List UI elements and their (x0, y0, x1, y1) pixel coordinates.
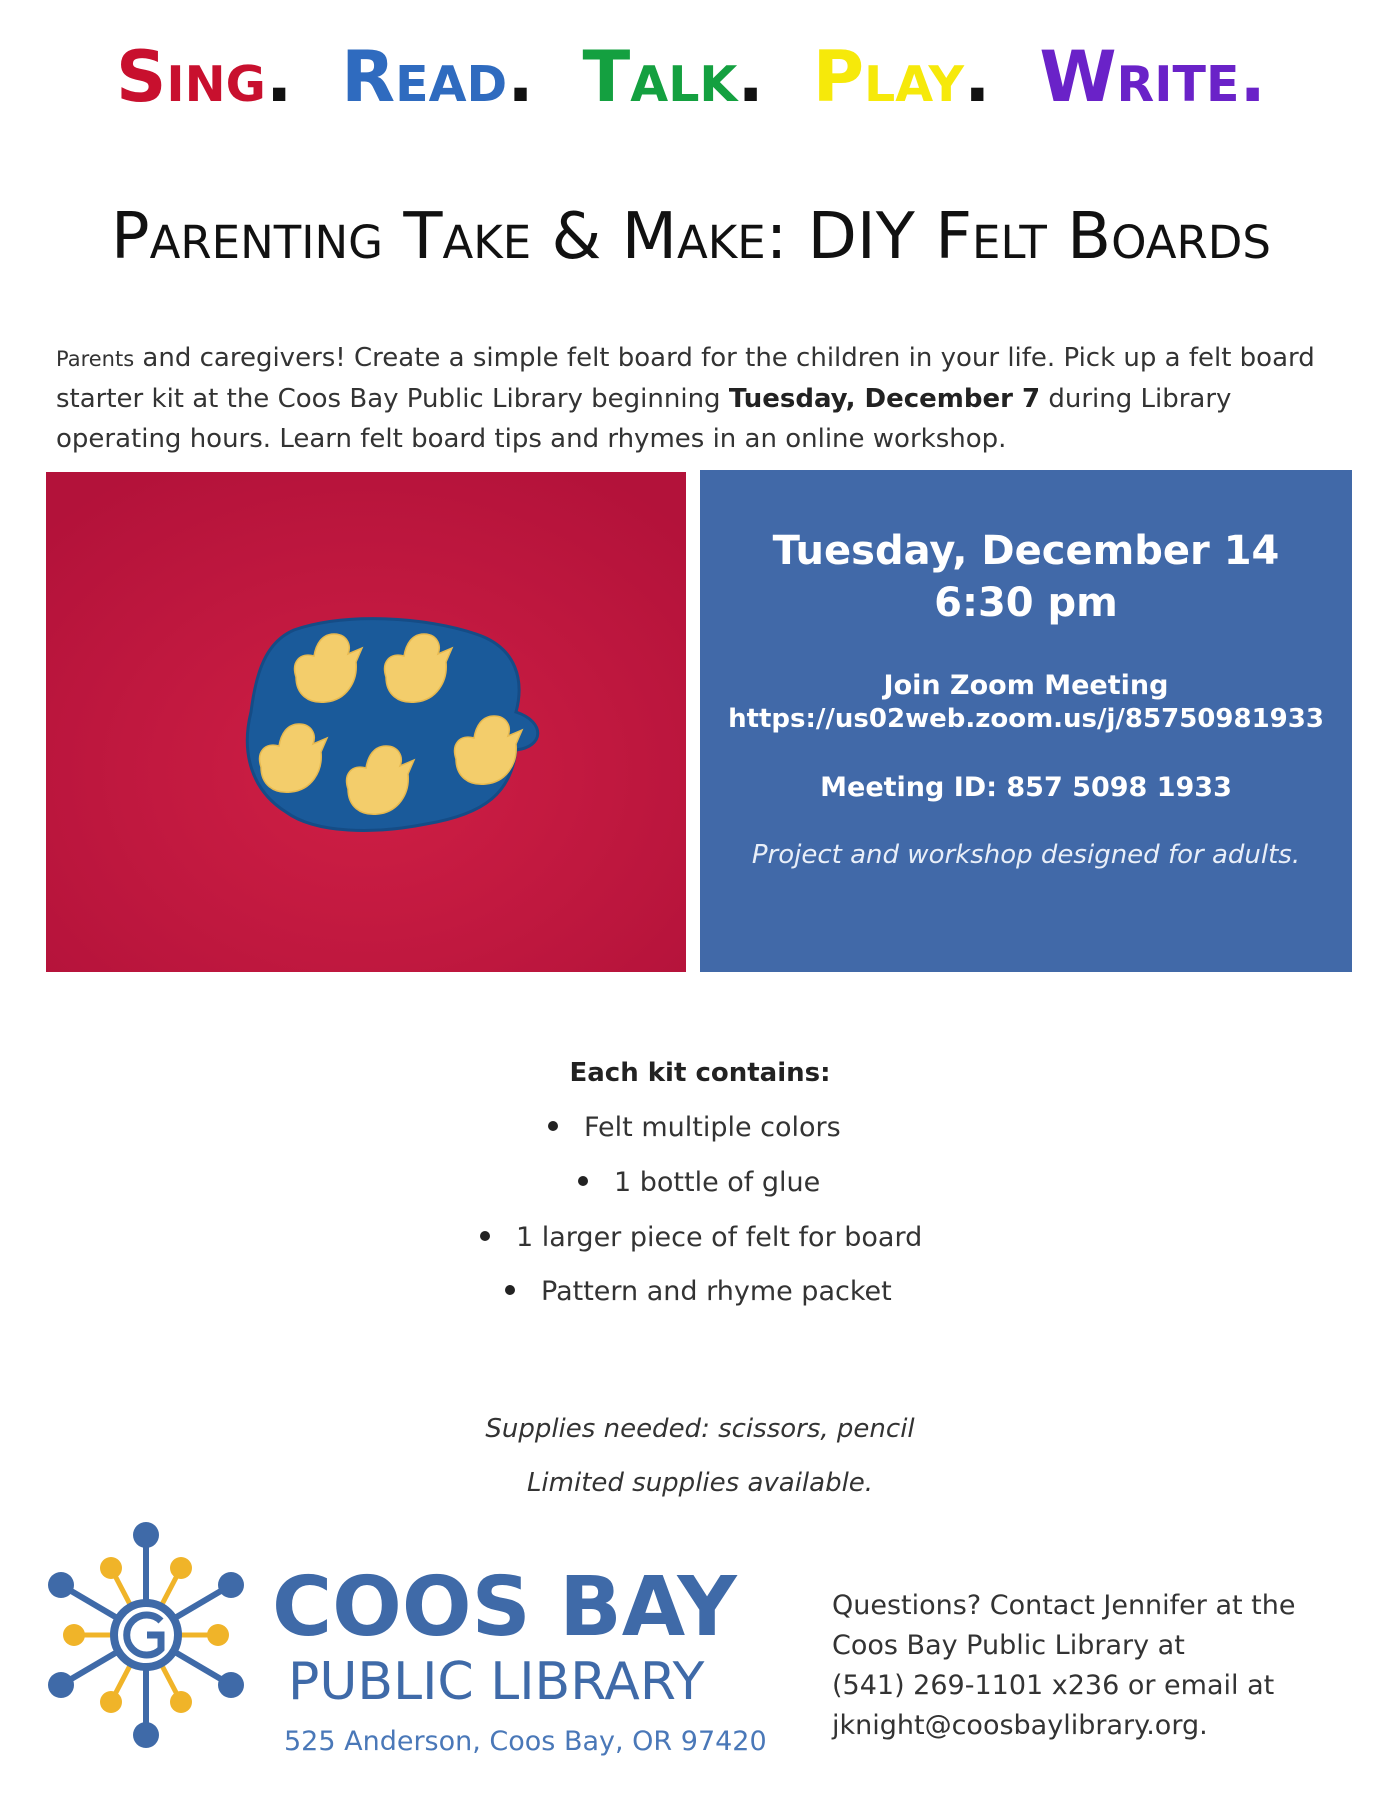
banner-sing-read-talk-play-write (0, 36, 1382, 126)
contact-line: Questions? Contact Jennifer at the (832, 1590, 1296, 1621)
bullet-icon (505, 1285, 515, 1295)
banner-word-read: Read (341, 36, 508, 118)
audience-note: Project and workshop designed for adults. (751, 840, 1301, 870)
kit-heading: Each kit contains: (569, 1058, 831, 1088)
list-item (578, 1167, 820, 1198)
supplies-limited: Limited supplies available. (526, 1468, 874, 1498)
library-logo-icon (46, 1520, 246, 1750)
bullet-icon (578, 1176, 588, 1186)
library-name-line2: PUBLIC LIBRARY (288, 1652, 705, 1712)
contact-email[interactable]: jknight@coosbaylibrary.org. (832, 1710, 1208, 1741)
event-info-box (700, 470, 1352, 972)
banner-dot: . (265, 36, 293, 118)
zoom-label: Join Zoom Meeting (883, 670, 1169, 701)
banner-word-sing: Sing (115, 36, 266, 118)
felt-board-ducks-icon (46, 472, 686, 972)
banner-dot: . (964, 36, 991, 118)
banner-dot: . (1239, 36, 1267, 118)
bullet-icon (480, 1231, 490, 1241)
event-time: 6:30 pm (934, 580, 1118, 626)
page-title: Parenting Take & Make: DIY Felt Boards (111, 200, 1271, 274)
intro-text-2: during Library operating hours. Learn felt board tips and rhymes in an online workshop. (56, 384, 1232, 454)
intro-text-1: and caregivers! Create a simple felt board for the children in your life. Pick up a felt board starter kit at the Coos Bay Public Library beginning (56, 343, 1315, 414)
banner-dot: . (507, 36, 534, 118)
kit-item-text: 1 bottle of glue (614, 1167, 821, 1198)
banner-dot: . (737, 36, 764, 118)
contact-info (832, 1586, 1332, 1746)
banner-word-write: Write (1039, 36, 1240, 118)
zoom-link[interactable]: https://us02web.zoom.us/j/85750981933 (728, 704, 1324, 734)
intro-pickup-date: Tuesday, December 7 (728, 384, 1041, 414)
banner-word-play: Play (812, 36, 964, 118)
felt-board-photo (46, 472, 686, 972)
kit-item-text: Pattern and rhyme packet (541, 1276, 892, 1307)
event-date: Tuesday, December 14 (772, 528, 1280, 574)
contact-line: Coos Bay Public Library at (832, 1630, 1185, 1661)
library-address: 525 Anderson, Coos Bay, OR 97420 (284, 1726, 767, 1757)
intro-paragraph (56, 338, 1346, 459)
list-item (505, 1276, 892, 1307)
banner-word-talk: Talk (582, 36, 738, 118)
library-name-line1: COOS BAY (272, 1560, 737, 1655)
contact-phone: (541) 269-1101 x236 or email at (832, 1670, 1275, 1701)
kit-item-text: Felt multiple colors (584, 1112, 841, 1143)
bullet-icon (548, 1121, 558, 1131)
list-item (548, 1112, 841, 1143)
intro-lead: Parents (56, 347, 135, 371)
list-item (480, 1222, 922, 1253)
supplies-needed: Supplies needed: scissors, pencil (485, 1414, 915, 1444)
meeting-id: Meeting ID: 857 5098 1933 (820, 772, 1232, 803)
kit-item-text: 1 larger piece of felt for board (516, 1222, 923, 1253)
